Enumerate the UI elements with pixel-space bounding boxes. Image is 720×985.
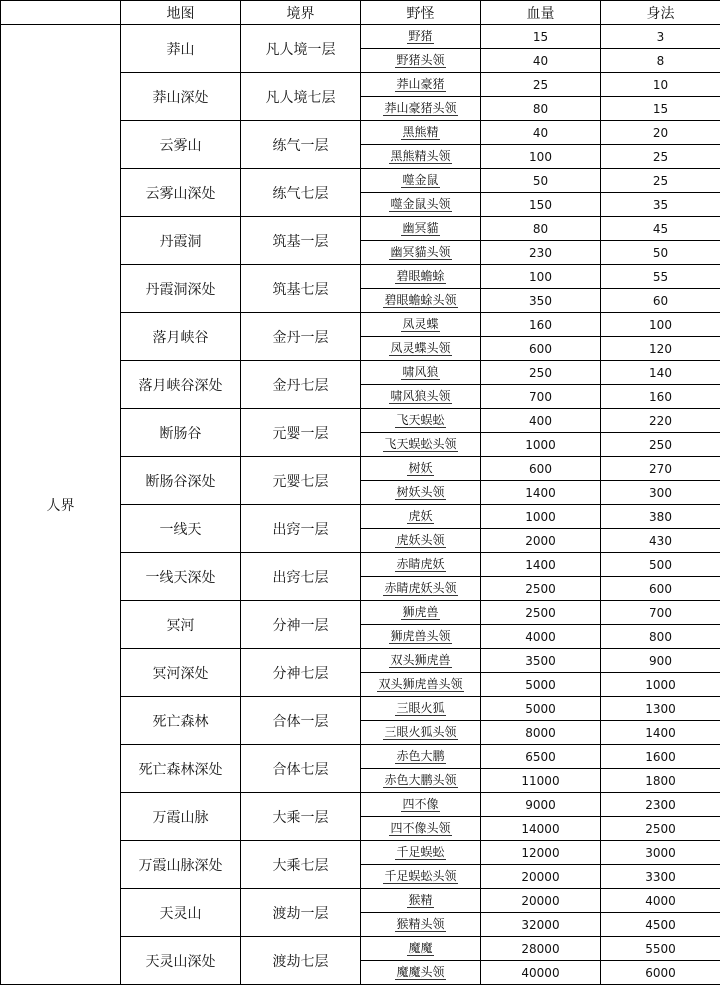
hp-cell: 6500: [481, 745, 601, 769]
monster-name: 啸风狼头领: [389, 389, 451, 404]
jingjie-cell: 大乘一层: [241, 793, 361, 841]
monster-cell: [361, 145, 481, 169]
speed-cell: 270: [601, 457, 720, 481]
monster-cell: [361, 769, 481, 793]
hp-cell: 250: [481, 361, 601, 385]
jingjie-cell: 出窍七层: [241, 553, 361, 601]
header-hp: 血量: [481, 1, 601, 25]
map-cell: 冥河: [121, 601, 241, 649]
monster-name: 树妖: [407, 461, 433, 476]
monster-name: 莽山豪猪头领: [383, 101, 457, 116]
monster-cell: [361, 385, 481, 409]
speed-cell: 3300: [601, 865, 720, 889]
monster-name: 赤睛虎妖头领: [383, 581, 457, 596]
jingjie-cell: 金丹一层: [241, 313, 361, 361]
map-cell: 落月峡谷: [121, 313, 241, 361]
speed-cell: 700: [601, 601, 720, 625]
monster-name: 赤睛虎妖: [395, 557, 445, 572]
hp-cell: 1000: [481, 433, 601, 457]
speed-cell: 2500: [601, 817, 720, 841]
monster-name: 三眼火狐: [395, 701, 445, 716]
monster-name: 四不像: [401, 797, 439, 812]
monster-name: 碧眼蟾蜍: [395, 269, 445, 284]
jingjie-cell: 凡人境七层: [241, 73, 361, 121]
monster-name: 狮虎兽头领: [389, 629, 451, 644]
hp-cell: 1000: [481, 505, 601, 529]
header-jingjie: 境界: [241, 1, 361, 25]
monster-cell: [361, 529, 481, 553]
jingjie-cell: 大乘七层: [241, 841, 361, 889]
hp-cell: 8000: [481, 721, 601, 745]
monster-cell: [361, 217, 481, 241]
speed-cell: 3000: [601, 841, 720, 865]
map-cell: 冥河深处: [121, 649, 241, 697]
hp-cell: 2000: [481, 529, 601, 553]
map-cell: 一线天: [121, 505, 241, 553]
jingjie-cell: 分神七层: [241, 649, 361, 697]
map-cell: 云雾山: [121, 121, 241, 169]
map-cell: 落月峡谷深处: [121, 361, 241, 409]
header-speed: 身法: [601, 1, 720, 25]
monster-name: 噬金鼠: [401, 173, 439, 188]
monster-cell: [361, 601, 481, 625]
hp-cell: 5000: [481, 673, 601, 697]
monster-cell: [361, 553, 481, 577]
speed-cell: 25: [601, 169, 720, 193]
monster-name: 飞天蜈蚣: [395, 413, 445, 428]
monster-name: 噬金鼠头领: [389, 197, 451, 212]
monster-name: 凤灵蝶: [401, 317, 439, 332]
monster-cell: [361, 577, 481, 601]
speed-cell: 45: [601, 217, 720, 241]
hp-cell: 80: [481, 217, 601, 241]
speed-cell: 1600: [601, 745, 720, 769]
monster-name: 野猪头领: [395, 53, 445, 68]
speed-cell: 35: [601, 193, 720, 217]
speed-cell: 600: [601, 577, 720, 601]
map-cell: 莽山: [121, 25, 241, 73]
hp-cell: 5000: [481, 697, 601, 721]
monster-cell: [361, 937, 481, 961]
jingjie-cell: 渡劫七层: [241, 937, 361, 985]
monster-name: 黑熊精头领: [389, 149, 451, 164]
monster-name: 魔魔: [407, 941, 433, 956]
speed-cell: 1800: [601, 769, 720, 793]
monster-cell: [361, 241, 481, 265]
monster-cell: [361, 73, 481, 97]
monster-name: 虎妖头领: [395, 533, 445, 548]
hp-cell: 1400: [481, 481, 601, 505]
jingjie-cell: 元婴七层: [241, 457, 361, 505]
speed-cell: 25: [601, 145, 720, 169]
monster-cell: [361, 169, 481, 193]
monster-name: 魔魔头领: [395, 965, 445, 980]
hp-cell: 2500: [481, 601, 601, 625]
monster-cell: [361, 889, 481, 913]
hp-cell: 15: [481, 25, 601, 49]
hp-cell: 4000: [481, 625, 601, 649]
monster-name: 三眼火狐头领: [383, 725, 457, 740]
monster-cell: [361, 409, 481, 433]
jingjie-cell: 练气一层: [241, 121, 361, 169]
monster-cell: [361, 865, 481, 889]
map-cell: 丹霞洞深处: [121, 265, 241, 313]
speed-cell: 120: [601, 337, 720, 361]
hp-cell: 9000: [481, 793, 601, 817]
monster-cell: [361, 481, 481, 505]
monster-name: 碧眼蟾蜍头领: [383, 293, 457, 308]
header-map: 地图: [121, 1, 241, 25]
map-cell: 丹霞洞: [121, 217, 241, 265]
hp-cell: 150: [481, 193, 601, 217]
hp-cell: 400: [481, 409, 601, 433]
speed-cell: 15: [601, 97, 720, 121]
monster-cell: [361, 457, 481, 481]
speed-cell: 10: [601, 73, 720, 97]
speed-cell: 1400: [601, 721, 720, 745]
map-cell: 天灵山深处: [121, 937, 241, 985]
hp-cell: 20000: [481, 889, 601, 913]
monster-cell: [361, 913, 481, 937]
speed-cell: 100: [601, 313, 720, 337]
jingjie-cell: 练气七层: [241, 169, 361, 217]
speed-cell: 6000: [601, 961, 720, 985]
monster-cell: [361, 673, 481, 697]
hp-cell: 700: [481, 385, 601, 409]
monster-name: 树妖头领: [395, 485, 445, 500]
monster-name: 飞天蜈蚣头领: [383, 437, 457, 452]
speed-cell: 3: [601, 25, 720, 49]
speed-cell: 250: [601, 433, 720, 457]
hp-cell: 40: [481, 121, 601, 145]
speed-cell: 1000: [601, 673, 720, 697]
speed-cell: 60: [601, 289, 720, 313]
monster-name: 凤灵蝶头领: [389, 341, 451, 356]
monster-name: 幽冥貓头领: [389, 245, 451, 260]
monster-name: 莽山豪猪: [395, 77, 445, 92]
hp-cell: 11000: [481, 769, 601, 793]
speed-cell: 55: [601, 265, 720, 289]
map-cell: 万霞山脉深处: [121, 841, 241, 889]
speed-cell: 160: [601, 385, 720, 409]
speed-cell: 140: [601, 361, 720, 385]
hp-cell: 50: [481, 169, 601, 193]
monster-name: 幽冥貓: [401, 221, 439, 236]
jingjie-cell: 金丹七层: [241, 361, 361, 409]
speed-cell: 220: [601, 409, 720, 433]
monster-name: 野猪: [407, 29, 433, 44]
hp-cell: 230: [481, 241, 601, 265]
speed-cell: 20: [601, 121, 720, 145]
table-body: [1, 25, 720, 985]
monster-name: 赤色大鹏: [395, 749, 445, 764]
monster-name: 千足蜈蚣: [395, 845, 445, 860]
monster-name: 双头狮虎兽: [389, 653, 451, 668]
jingjie-cell: 凡人境一层: [241, 25, 361, 73]
monster-cell: [361, 817, 481, 841]
jingjie-cell: 元婴一层: [241, 409, 361, 457]
hp-cell: 14000: [481, 817, 601, 841]
monster-name: 四不像头领: [389, 821, 451, 836]
monster-cell: [361, 625, 481, 649]
hp-cell: 40000: [481, 961, 601, 985]
hp-cell: 1400: [481, 553, 601, 577]
jingjie-cell: 筑基一层: [241, 217, 361, 265]
monster-name: 狮虎兽: [401, 605, 439, 620]
map-cell: 死亡森林深处: [121, 745, 241, 793]
hp-cell: 12000: [481, 841, 601, 865]
speed-cell: 2300: [601, 793, 720, 817]
monster-name: 赤色大鹏头领: [383, 773, 457, 788]
hp-cell: 40: [481, 49, 601, 73]
jingjie-cell: 渡劫一层: [241, 889, 361, 937]
map-cell: 万霞山脉: [121, 793, 241, 841]
monster-name: 猴精: [407, 893, 433, 908]
monster-name: 千足蜈蚣头领: [383, 869, 457, 884]
hp-cell: 160: [481, 313, 601, 337]
speed-cell: 4000: [601, 889, 720, 913]
map-cell: 一线天深处: [121, 553, 241, 601]
monster-cell: [361, 97, 481, 121]
map-cell: 断肠谷深处: [121, 457, 241, 505]
jingjie-cell: 筑基七层: [241, 265, 361, 313]
monster-name: 双头狮虎兽头领: [377, 677, 463, 692]
hp-cell: 600: [481, 337, 601, 361]
monster-cell: [361, 361, 481, 385]
monster-cell: [361, 121, 481, 145]
monster-cell: [361, 721, 481, 745]
speed-cell: 900: [601, 649, 720, 673]
hp-cell: 2500: [481, 577, 601, 601]
jingjie-cell: 分神一层: [241, 601, 361, 649]
speed-cell: 300: [601, 481, 720, 505]
monster-cell: [361, 25, 481, 49]
speed-cell: 50: [601, 241, 720, 265]
table-row: [1, 25, 720, 49]
speed-cell: 380: [601, 505, 720, 529]
speed-cell: 430: [601, 529, 720, 553]
monster-cell: [361, 841, 481, 865]
monster-cell: [361, 697, 481, 721]
map-cell: 断肠谷: [121, 409, 241, 457]
monster-cell: [361, 505, 481, 529]
monster-cell: [361, 265, 481, 289]
monster-name: 猴精头领: [395, 917, 445, 932]
monster-name: 黑熊精: [401, 125, 439, 140]
hp-cell: 28000: [481, 937, 601, 961]
map-cell: 莽山深处: [121, 73, 241, 121]
speed-cell: 5500: [601, 937, 720, 961]
monster-cell: [361, 49, 481, 73]
hp-cell: 600: [481, 457, 601, 481]
monster-cell: [361, 433, 481, 457]
header-monster: 野怪: [361, 1, 481, 25]
hp-cell: 25: [481, 73, 601, 97]
speed-cell: 8: [601, 49, 720, 73]
monster-cell: [361, 337, 481, 361]
monster-name: 虎妖: [407, 509, 433, 524]
hp-cell: 20000: [481, 865, 601, 889]
monster-cell: [361, 793, 481, 817]
monster-cell: [361, 313, 481, 337]
jingjie-cell: 合体一层: [241, 697, 361, 745]
hp-cell: 80: [481, 97, 601, 121]
monster-cell: [361, 961, 481, 985]
header-blank: [1, 1, 121, 25]
jingjie-cell: 出窍一层: [241, 505, 361, 553]
hp-cell: 3500: [481, 649, 601, 673]
hp-cell: 32000: [481, 913, 601, 937]
map-cell: 死亡森林: [121, 697, 241, 745]
speed-cell: 500: [601, 553, 720, 577]
hp-cell: 100: [481, 145, 601, 169]
realm-cell: 人界: [1, 25, 121, 985]
hp-cell: 350: [481, 289, 601, 313]
map-cell: 云雾山深处: [121, 169, 241, 217]
monster-cell: [361, 193, 481, 217]
monster-name: 啸风狼: [401, 365, 439, 380]
monster-cell: [361, 289, 481, 313]
speed-cell: 1300: [601, 697, 720, 721]
jingjie-cell: 合体七层: [241, 745, 361, 793]
header-row: [1, 1, 720, 25]
speed-cell: 800: [601, 625, 720, 649]
hp-cell: 100: [481, 265, 601, 289]
speed-cell: 4500: [601, 913, 720, 937]
monster-cell: [361, 649, 481, 673]
monster-cell: [361, 745, 481, 769]
map-cell: 天灵山: [121, 889, 241, 937]
